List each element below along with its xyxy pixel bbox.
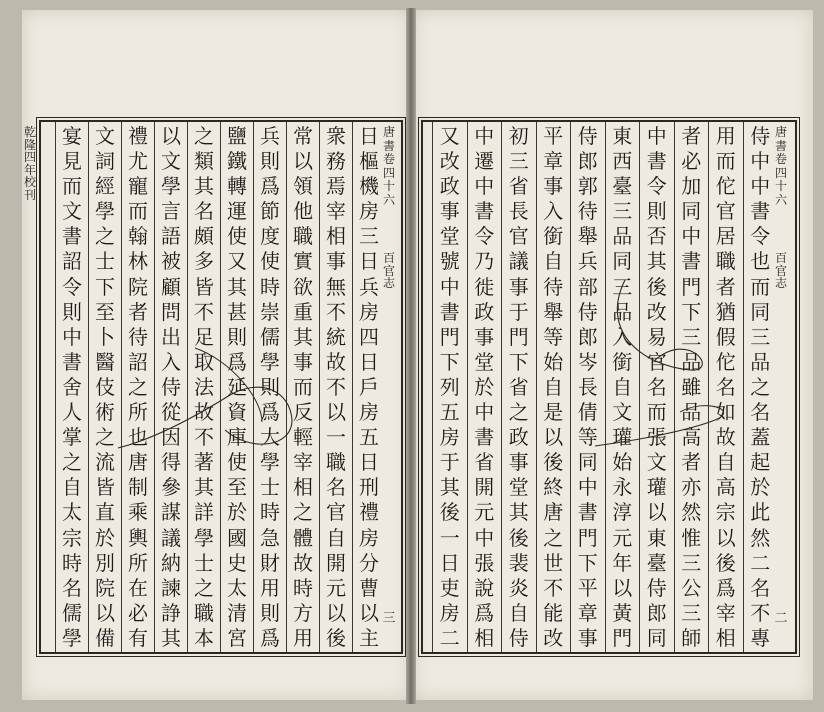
text-column: 禮 尤 寵 而 翰 林 院 者 待 詔 之 所 也 唐 制 乘 輿 所 在 必 有 (121, 122, 154, 652)
text-column: 之 類 其 名 頗 多 皆 不 足 取 法 故 不 著 其 詳 學 士 之 職 本 (187, 122, 220, 652)
text-column: 文 詞 經 學 之 士 下 至 卜 醫 伎 術 之 流 皆 直 於 別 院 以 備 (88, 122, 121, 652)
text-column: 侍 中 中 書 令 也 而 同 三 品 之 名 蓋 起 於 此 然 二 名 不 專 (743, 122, 778, 652)
text-column: 以 文 學 言 語 被 顧 問 出 入 侍 從 因 得 參 謀 議 納 諫 諍 其 (154, 122, 187, 652)
left-center-title: 唐 書 卷 四 十 六 (382, 125, 395, 207)
text-column: 平 章 事 入 銜 自 待 舉 等 始 自 是 以 後 終 唐 之 世 不 能 改 (536, 122, 571, 652)
right-text-frame (421, 120, 797, 654)
left-edition-note: 乾 隆 四 年 校 刊 (23, 125, 36, 202)
text-column: 鹽 鐵 轉 運 使 又 其 甚 則 爲 延 資 庫 使 至 於 國 史 太 清 宮 (220, 122, 253, 652)
right-center-section: 百 官 志 (774, 251, 787, 291)
text-column: 衆 務 焉 宰 相 事 無 不 統 故 不 以 一 職 名 官 自 開 元 以 後 (319, 122, 352, 652)
text-column: 東 西 臺 三 品 同 三 品 入 銜 自 文 瓘 始 永 淳 元 年 以 黃 門 (605, 122, 640, 652)
right-center-title: 唐 書 卷 四 十 六 (774, 125, 787, 207)
text-column: 兵 則 爲 節 度 使 時 崇 儒 學 則 爲 大 學 士 時 急 財 用 則 爲 (253, 122, 286, 652)
right-page-number: 二 (774, 611, 788, 626)
book-gutter (406, 8, 416, 704)
text-column: 者 必 加 同 中 書 門 下 三 品 雖 品 高 者 亦 然 惟 三 公 三 師 (674, 122, 709, 652)
text-column: 常 以 領 他 職 實 欲 重 其 事 而 反 輕 宰 相 之 體 故 時 方 用 (286, 122, 319, 652)
left-page-number: 三 (382, 611, 396, 626)
left-center-section: 百 官 志 (382, 251, 395, 291)
text-column: 中 書 令 則 否 其 後 改 易 官 名 而 張 文 瓘 以 東 臺 侍 郎 同 (639, 122, 674, 652)
text-column: 日 樞 機 房 三 日 兵 房 四 日 戶 房 五 日 刑 禮 房 分 曹 以 主 (352, 122, 385, 652)
text-column: 侍 郎 郭 待 舉 兵 部 侍 郎 岑 長 倩 等 同 中 書 門 下 平 章 事 (570, 122, 605, 652)
left-text-frame (39, 120, 403, 654)
text-column: 又 改 政 事 堂 號 中 書 門 下 列 五 房 于 其 後 一 日 吏 房 二 (432, 122, 467, 652)
text-column: 宴 見 而 文 書 詔 令 則 中 書 舍 人 掌 之 自 太 宗 時 名 儒 學 (55, 122, 88, 652)
text-column: 中 遷 中 書 令 乃 徙 政 事 堂 於 中 書 省 開 元 中 張 說 爲 相 (467, 122, 502, 652)
text-column: 初 三 省 長 官 議 事 于 門 下 省 之 政 事 堂 其 後 裴 炎 自 侍 (501, 122, 536, 652)
text-column: 用 而 佗 官 居 職 者 猶 假 佗 名 如 故 自 高 宗 以 後 爲 宰 相 (708, 122, 743, 652)
